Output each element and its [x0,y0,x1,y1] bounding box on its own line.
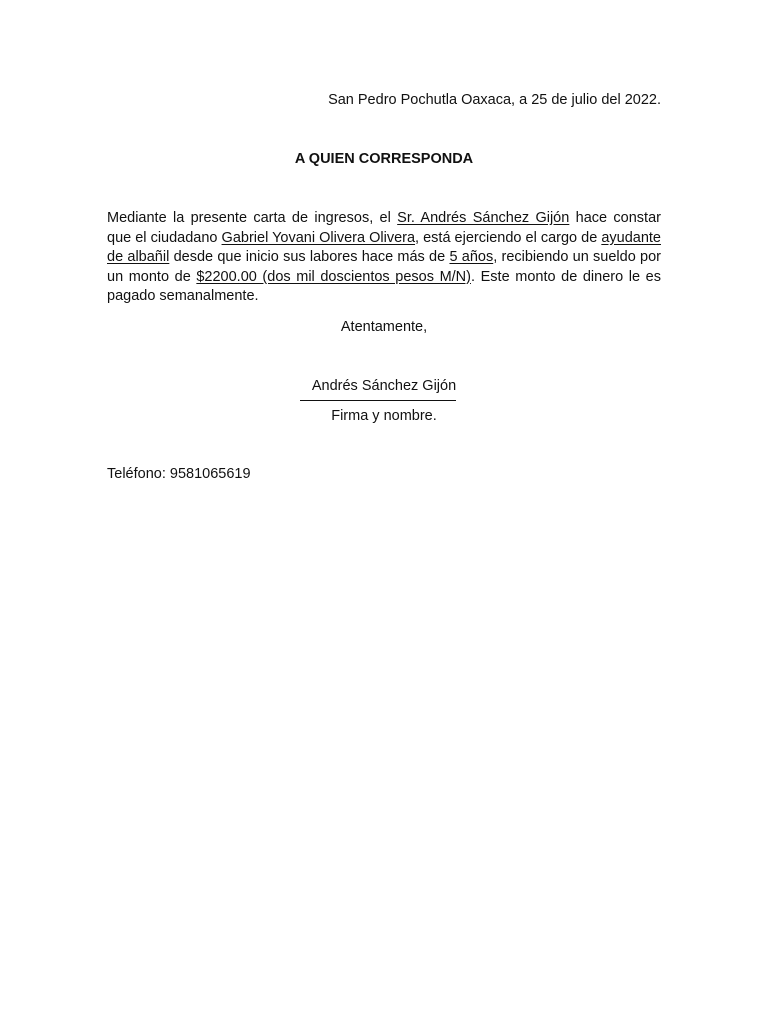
letter-heading: A QUIEN CORRESPONDA [294,151,474,167]
body-text-part4: desde que inicio sus labores hace más de [169,249,450,265]
body-text-part1: Mediante la presente carta de ingresos, el [107,210,398,226]
body-text-part5: , recibiendo un sueldo por un monto de [107,249,661,285]
signature-caption: Firma y nombre. [331,408,437,424]
body-text-part3: , está ejerciendo el cargo de [415,229,602,246]
closing-salutation: Atentamente, [340,319,428,335]
phone-number: Teléfono: 9581065619 [107,466,251,482]
work-duration: 5 años [449,249,494,265]
employer-name: Sr. Andrés Sánchez Gijón [397,210,570,226]
date-line: San Pedro Pochutla Oaxaca, a 25 de julio del 2022. [328,92,661,108]
job-position: ayudante de albañil [107,229,661,265]
body-text-part2: hace constar que el ciudadano [107,210,661,246]
employee-name: Gabriel Yovani Olivera Olivera [221,229,416,246]
signer-name: Andrés Sánchez Gijón [311,378,457,394]
body-text-part6: . Este monto de dinero le es pagado semanalmente. [107,268,661,304]
salary-amount: $2200.00 (dos mil doscientos pesos M/N) [196,268,471,285]
letter-body [107,209,661,307]
signature-line [300,400,456,401]
